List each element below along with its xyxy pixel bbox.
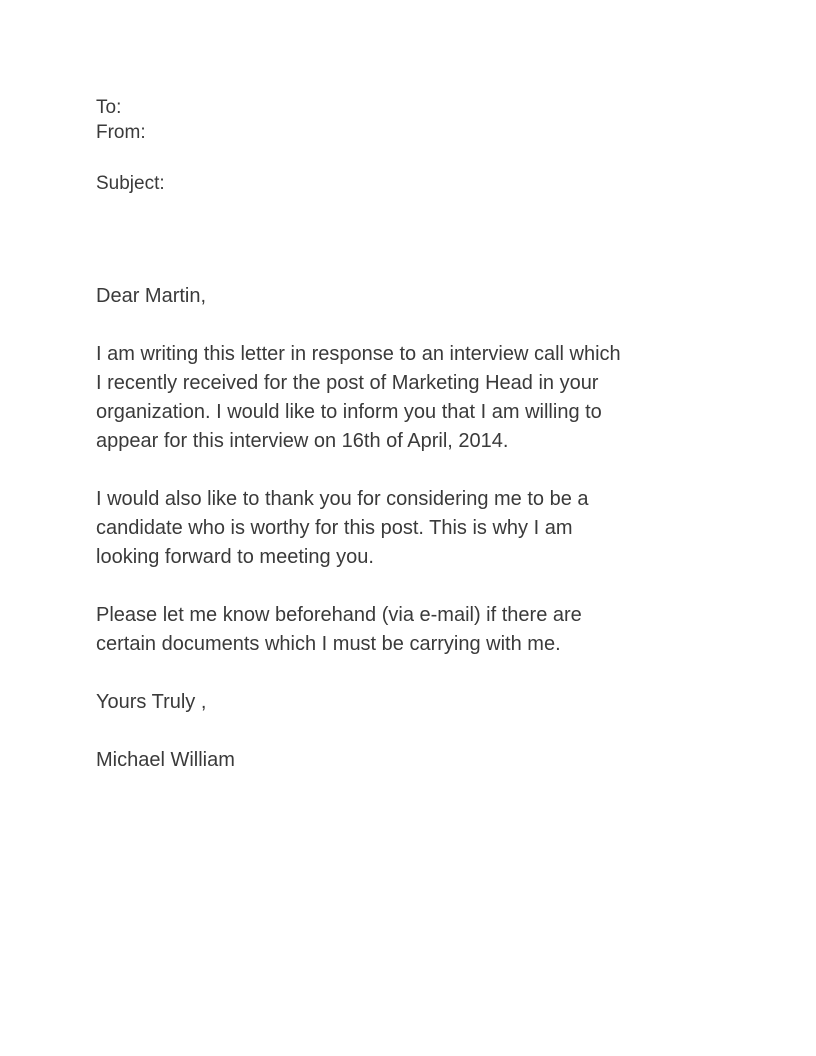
paragraph-line: I am writing this letter in response to an interview call which — [96, 343, 621, 365]
paragraph-line: certain documents which I must be carrying with me. — [96, 633, 561, 655]
subject-label: Subject: — [96, 173, 165, 194]
paragraph-line: organization. I would like to inform you that I am willing to — [96, 401, 602, 423]
paragraph-line: looking forward to meeting you. — [96, 546, 374, 568]
from-label: From: — [96, 122, 146, 143]
paragraph-thanks — [96, 485, 706, 572]
to-label: To: — [96, 97, 122, 118]
paragraph-line: candidate who is worthy for this post. This is why I am — [96, 517, 573, 539]
paragraph-line: I would also like to thank you for considering me to be a — [96, 488, 589, 510]
signature-name: Michael William — [96, 749, 235, 771]
paragraph-line: Please let me know beforehand (via e-mail) if there are — [96, 604, 582, 626]
paragraph-line: appear for this interview on 16th of April, 2014. — [96, 430, 509, 452]
paragraph-interview-response — [96, 340, 706, 456]
closing: Yours Truly , — [96, 691, 207, 713]
salutation: Dear Martin, — [96, 285, 207, 307]
paragraph-line: I recently received for the post of Marketing Head in your — [96, 372, 599, 394]
paragraph-documents-request — [96, 601, 706, 659]
